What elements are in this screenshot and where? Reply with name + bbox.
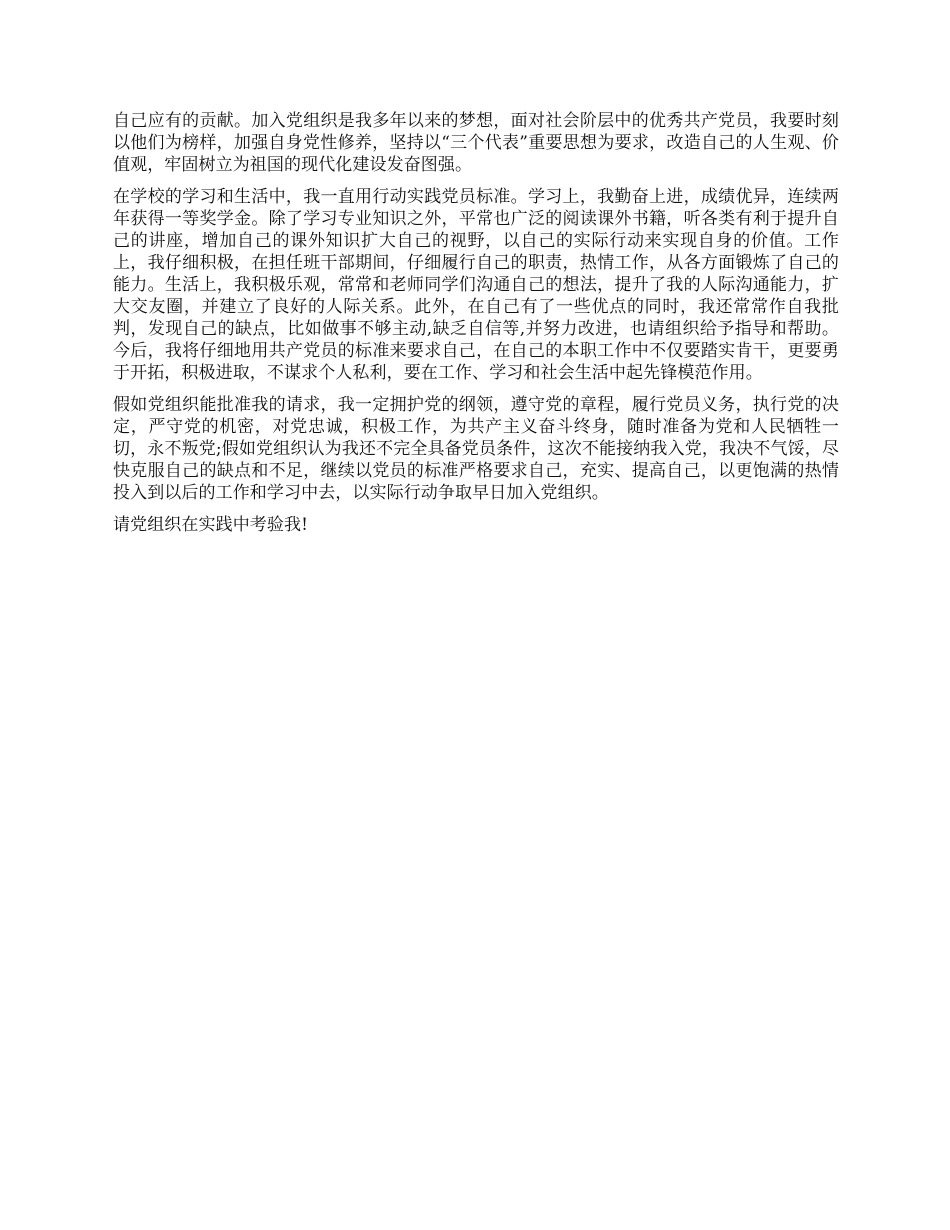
document-body: [113, 110, 839, 536]
paragraph-closing: 请党组织在实践中考验我!: [113, 515, 309, 535]
paragraph-2: 在学校的学习和生活中，我一直用行动实践党员标准。学习上，我勤奋上进，成绩优异，连续两年获得一等奖学金。除了学习专业知识之外，平常也广泛的阅读课外书籍，听各类有利于提升自己的讲座，增加自己的课外知识扩大自己的视野，以自己的实际行动来实现自身的价值。工作上，我仔细积极，在担任班干部期间，仔细履行自己的职责，热情工作，从各方面锻炼了自己的能力。生活上，我积极乐观，常常和老师同学们沟通自己的想法，提升了我的人际沟通能力，扩大交友圈，并建立了良好的人际关系。此外，在自己有了一些优点的同时，我还常常作自我批判，发现自己的缺点，比如做事不够主动,缺乏自信等,并努力改进，也请组织给予指导和帮助。今后，我将仔细地用共产党员的标准来要求自己，在自己的本职工作中不仅要踏实肯干，更要勇于开拓，积极进取，不谋求个人私利，要在工作、学习和社会生活中起先锋模范作用。: [113, 187, 839, 383]
paragraph-3: 假如党组织能批准我的请求，我一定拥护党的纲领，遵守党的章程，履行党员义务，执行党的决定，严守党的机密，对党忠诚，积极工作，为共产主义奋斗终身，随时准备为党和人民牺牲一切，永不叛党;假如党组织认为我还不完全具备党员条件，这次不能接纳我入党，我决不气馁，尽快克服自己的缺点和不足，继续以党员的标准严格要求自己，充实、提高自己，以更饱满的热情投入到以后的工作和学习中去，以实际行动争取早日加入党组织。: [113, 395, 839, 503]
paragraph-1: 自己应有的贡献。加入党组织是我多年以来的梦想，面对社会阶层中的优秀共产党员，我要时刻以他们为榜样，加强自身党性修养，坚持以“三个代表”重要思想为要求，改造自己的人生观、价值观，牢固树立为祖国的现代化建设发奋图强。: [113, 111, 839, 175]
